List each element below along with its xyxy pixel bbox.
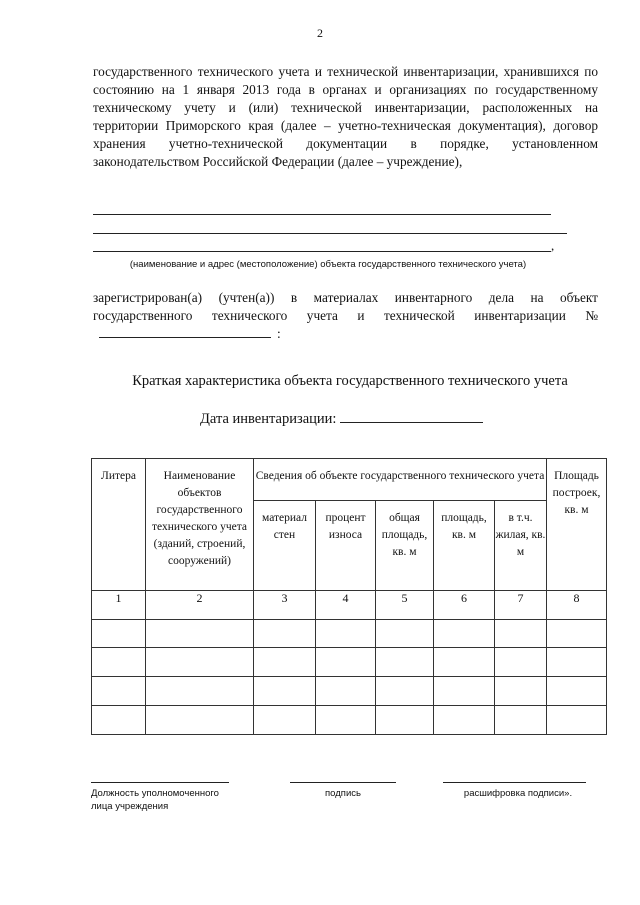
table-cell: [146, 706, 254, 735]
table-cell: [254, 677, 316, 706]
header-area: площадь, кв. м: [434, 501, 495, 591]
table-cell: [376, 706, 434, 735]
column-number: 6: [434, 591, 495, 620]
header-object-info: Сведения об объекте государственного технического учета: [254, 459, 547, 501]
address-line-3: [93, 251, 551, 252]
position-signature-line: [91, 782, 229, 783]
column-number: 7: [495, 591, 547, 620]
table-row: [92, 620, 607, 648]
table-cell: [547, 648, 607, 677]
table-cell: [376, 648, 434, 677]
header-wall-material: материал стен: [254, 501, 316, 591]
table-cell: [316, 706, 376, 735]
header-living-area: в т.ч. жилая, кв. м: [495, 501, 547, 591]
header-total-area: общая площадь, кв. м: [376, 501, 434, 591]
decode-signature-line: [443, 782, 586, 783]
page-number: 2: [317, 26, 323, 40]
table-row: [92, 706, 607, 735]
inventory-date-label: Дата инвентаризации:: [200, 411, 337, 427]
table-cell: [495, 648, 547, 677]
sign-label: подпись: [325, 788, 361, 799]
header-litera: Литера: [92, 459, 146, 591]
registration-number-line: [99, 325, 271, 338]
table-cell: [92, 648, 146, 677]
registration-colon: :: [277, 326, 281, 341]
header-object-name: Наименование объектов государственного технического учета (зданий, строений, сооружений): [146, 459, 254, 591]
table-cell: [316, 677, 376, 706]
table-cell: [547, 677, 607, 706]
table-cell: [146, 677, 254, 706]
table-cell: [376, 677, 434, 706]
column-number-row: [92, 591, 607, 620]
table-cell: [254, 706, 316, 735]
table-cell: [434, 620, 495, 648]
column-number: 1: [92, 591, 146, 620]
sign-signature-line: [290, 782, 396, 783]
table-heading: Краткая характеристика объекта государственного технического учета: [132, 373, 568, 389]
inventory-date-line: [340, 408, 483, 423]
address-line-2: [93, 233, 567, 234]
header-wear-percent: процент износа: [316, 501, 376, 591]
registration-number-sign: №: [585, 308, 598, 323]
table-cell: [316, 648, 376, 677]
header-buildings-area: Площадь построек, кв. м: [547, 459, 607, 591]
table-cell: [92, 706, 146, 735]
column-number: 5: [376, 591, 434, 620]
address-caption: (наименование и адрес (местоположение) объекта государственного технического учета): [129, 259, 527, 270]
column-number: 4: [316, 591, 376, 620]
table-cell: [146, 648, 254, 677]
position-label: Должность уполномоченного лица учреждения: [91, 788, 219, 812]
table-cell: [495, 677, 547, 706]
characteristics-table: [91, 458, 607, 735]
table-cell: [92, 620, 146, 648]
column-number: 8: [547, 591, 607, 620]
table-cell: [434, 706, 495, 735]
table-row: [92, 677, 607, 706]
registration-text: зарегистрирован(а) (учтен(а)) в материалах инвентарного дела на объект государственного технического учета и технической инвентаризации: [93, 290, 598, 323]
table-cell: [254, 620, 316, 648]
column-number: 2: [146, 591, 254, 620]
table-cell: [254, 648, 316, 677]
table-cell: [495, 706, 547, 735]
decode-label: расшифровка подписи».: [463, 788, 573, 799]
table-cell: [547, 620, 607, 648]
address-comma: ,: [551, 238, 555, 253]
table-cell: [495, 620, 547, 648]
table-cell: [547, 706, 607, 735]
inventory-date-row: [200, 408, 483, 428]
table-cell: [316, 620, 376, 648]
table-row: [92, 648, 607, 677]
table-cell: [434, 677, 495, 706]
address-line-1: [93, 214, 551, 215]
table-cell: [92, 677, 146, 706]
table-cell: [376, 620, 434, 648]
table-cell: [146, 620, 254, 648]
table-cell: [434, 648, 495, 677]
column-number: 3: [254, 591, 316, 620]
registration-paragraph: [93, 289, 598, 343]
intro-paragraph: государственного технического учета и технической инвентаризации, хранившихся по состоянию на 1 января 2013 года в органах и организациях по государственному техническому учету и (или) технической инвентаризации, расположенных на территории Приморского края (далее – учетно-техническая документация), договор хранения учетно-технической документации в порядке, установленном законодательством Российской Федерации (далее – учреждение),: [93, 64, 598, 169]
